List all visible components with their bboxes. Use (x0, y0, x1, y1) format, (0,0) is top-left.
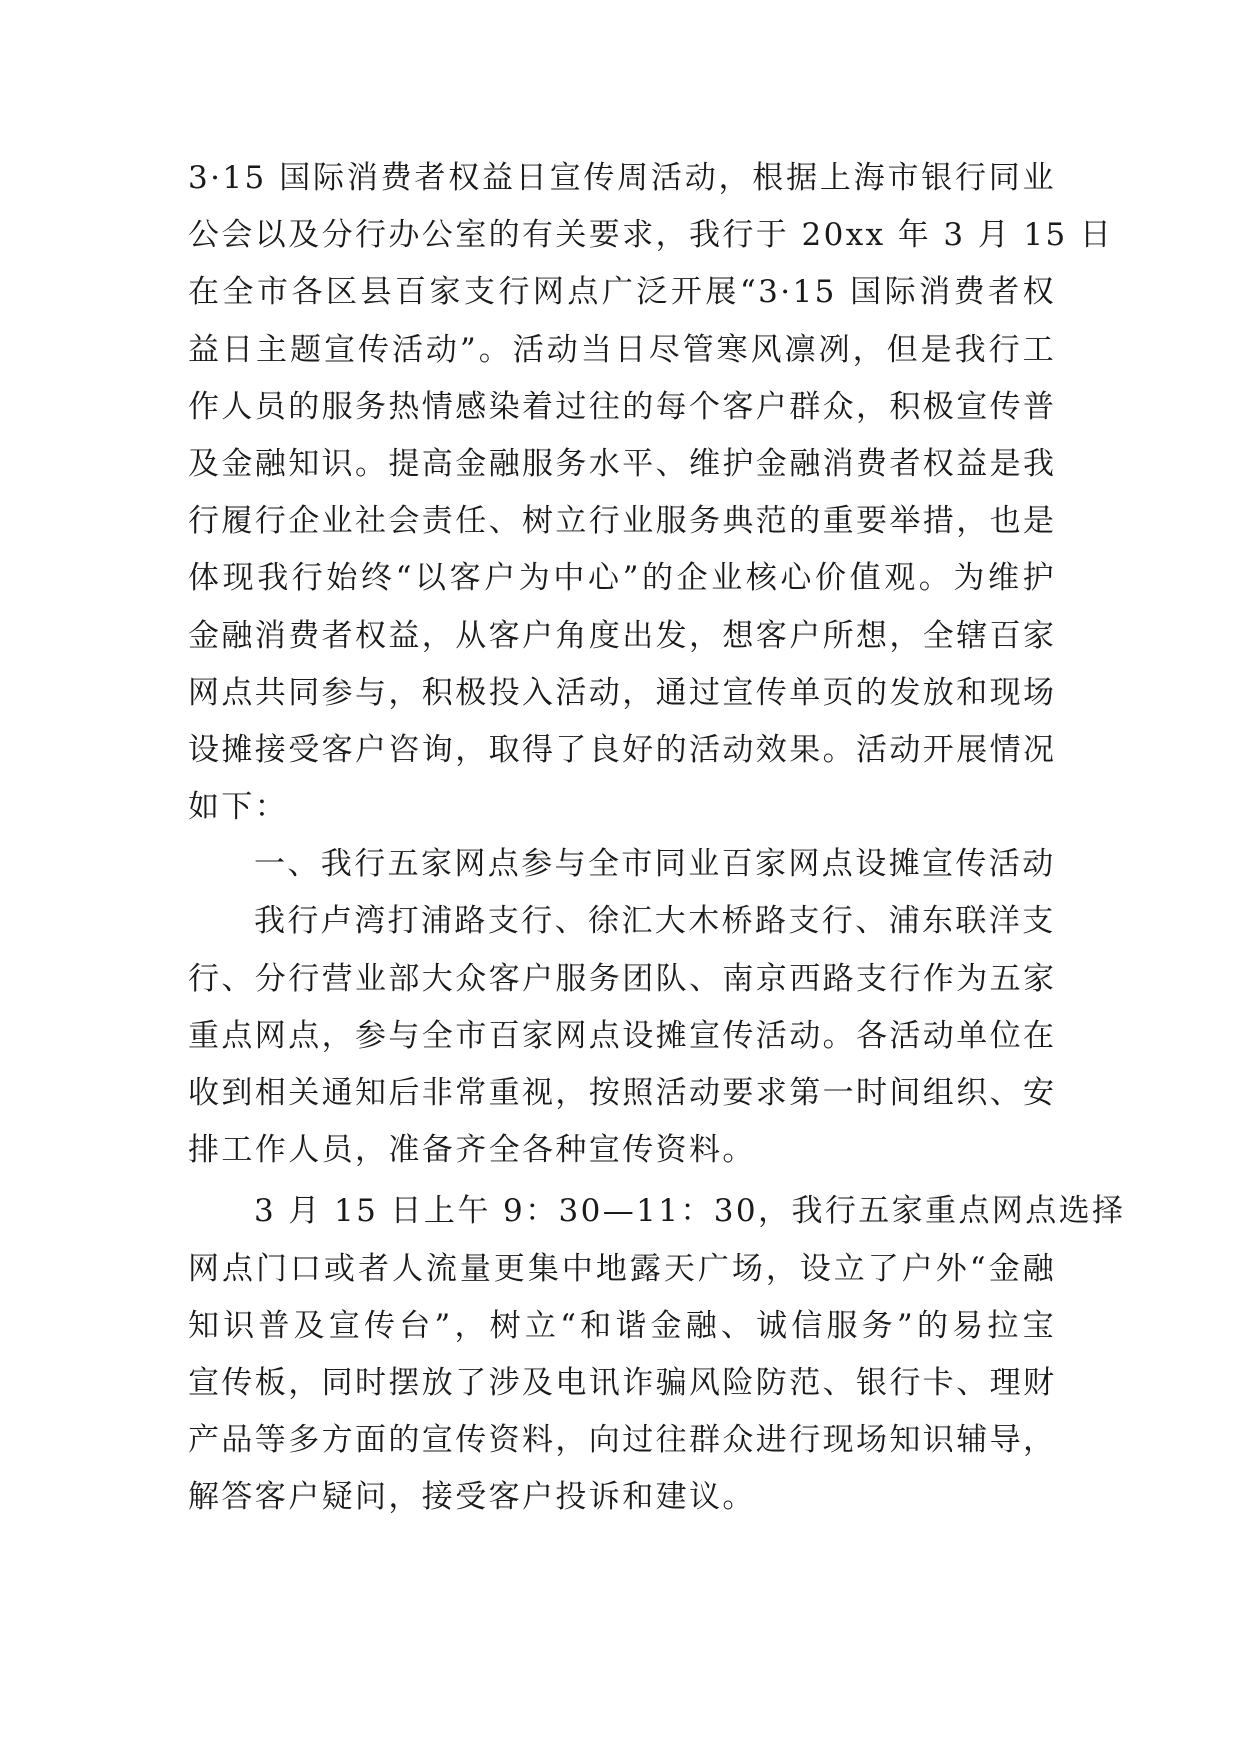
document-body (188, 150, 1126, 1527)
text-line: 金融消费者权益，从客户角度出发，想客户所想，全辖百家 (188, 617, 1057, 654)
intro-paragraph (188, 150, 1114, 836)
section-1-paragraph-2 (188, 1183, 1126, 1526)
text-line: 知识普及宣传台”，树立“和谐金融、诚信服务”的易拉宝 (188, 1307, 1056, 1344)
text-line: 我行卢湾打浦路支行、徐汇大木桥路支行、浦东联洋支 (254, 903, 1056, 940)
heading-line: 一、我行五家网点参与全市同业百家网点设摊宣传活动 (254, 846, 1056, 883)
text-line: 3 月 15 日上午 9：30—11：30，我行五家重点网点选择 (254, 1193, 1126, 1230)
text-line: 行履行企业社会责任、树立行业服务典范的重要举措，也是 (188, 503, 1057, 540)
text-line: 作人员的服务热情感染着过往的每个客户群众，积极宣传普 (188, 388, 1057, 425)
text-line: 设摊接受客户咨询，取得了良好的活动效果。活动开展情况 (188, 731, 1057, 768)
text-line: 网点门口或者人流量更集中地露天广场，设立了户外“金融 (188, 1250, 1056, 1287)
text-line: 排工作人员，准备齐全各种宣传资料。 (188, 1132, 756, 1169)
text-line: 3·15 国际消费者权益日宣传周活动，根据上海市银行同业 (188, 160, 1056, 196)
text-line: 解答客户疑问，接受客户投诉和建议。 (188, 1479, 756, 1516)
section-1-paragraph-1 (188, 893, 1056, 1179)
text-line: 网点共同参与，积极投入活动，通过宣传单页的发放和现场 (188, 674, 1057, 711)
section-heading (188, 836, 1056, 893)
text-line: 如下： (188, 789, 289, 826)
text-line: 在全市各区县百家支行网点广泛开展“3·15 国际消费者权 (188, 274, 1056, 311)
text-line: 及金融知识。提高金融服务水平、维护金融消费者权益是我 (188, 445, 1057, 482)
text-line: 宣传板，同时摆放了涉及电讯诈骗风险防范、银行卡、理财 (188, 1364, 1057, 1401)
text-line: 体现我行始终“以客户为中心”的企业核心价值观。为维护 (188, 560, 1056, 597)
text-line: 益日主题宣传活动”。活动当日尽管寒风凛冽，但是我行工 (188, 331, 1056, 368)
text-line: 收到相关通知后非常重视，按照活动要求第一时间组织、安 (188, 1075, 1057, 1111)
text-line: 公会以及分行办公室的有关要求，我行于 20xx 年 3 月 15 日 (188, 217, 1114, 254)
text-line: 产品等多方面的宣传资料，向过往群众进行现场知识辅导， (188, 1422, 1057, 1459)
text-line: 重点网点，参与全市百家网点设摊宣传活动。各活动单位在 (188, 1017, 1057, 1054)
text-line: 行、分行营业部大众客户服务团队、南京西路支行作为五家 (188, 960, 1057, 997)
